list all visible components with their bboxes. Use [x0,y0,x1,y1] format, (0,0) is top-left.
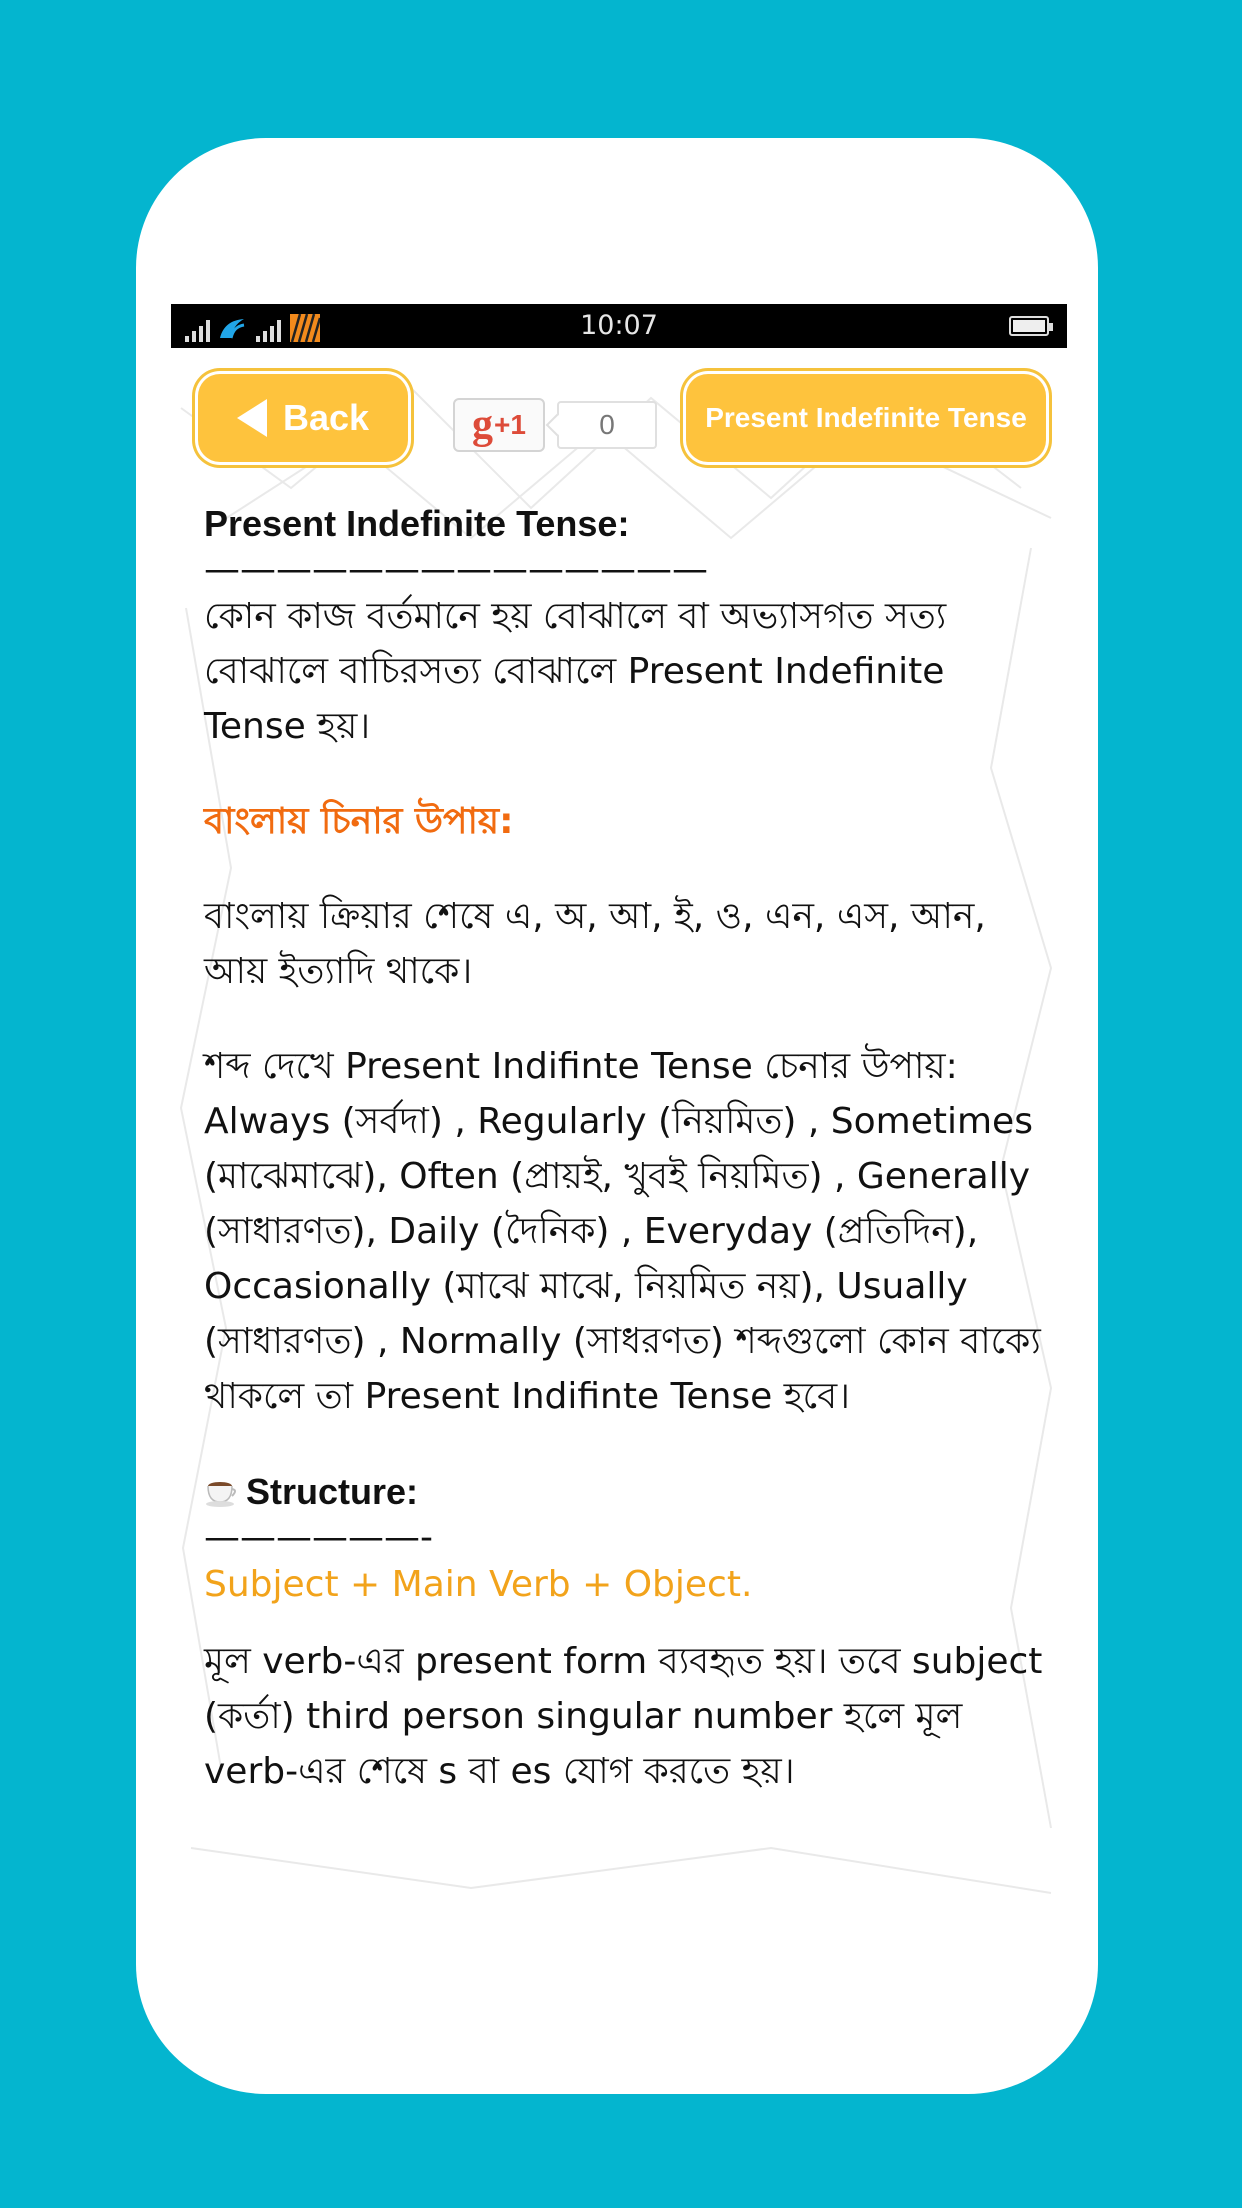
structure-heading: Structure: [204,1464,1044,1519]
structure-underline: ——————- [204,1517,433,1558]
heading-underline: —————————————— [204,549,708,590]
coffee-cup-icon [204,1474,238,1508]
back-button-label: Back [282,397,370,438]
bangla-identification-text: বাংলায় ক্রিয়ার শেষে এ, অ, আ, ই, ও, এন, এস, আন, আয় ইত্যাদি থাকে। [204,896,986,992]
battery-icon [1009,316,1049,336]
status-time: 10:07 [580,310,658,341]
definition-text: কোন কাজ বর্তমানে হয় বোঝালে বা অভ্যাসগত সত্য বোঝালে বাচিরসত্য বোঝালে Present Indefinite Tense হয়। [204,596,947,747]
lesson-heading: Present Indefinite Tense: [204,503,630,544]
bangla-section-heading: বাংলায় চিনার উপায়: [204,801,514,842]
structure-formula: Subject + Main Verb + Object. [204,1564,753,1605]
back-button[interactable] [198,374,408,462]
word-identification-text: শব্দ দেখে Present Indifinte Tense চেনার উপায়: Always (সর্বদা) , Regularly (নিয়মিত) , Sometimes (মাঝেমাঝে), Often (প্রায়ই, খুবই নিয়মিত) , Generally (সাধারণত), Daily (দৈনিক) , Everyday (প্রতিদিন), Occasionally (মাঝে মাঝে, নিয়মিত নয়), Usually (সাধারণত) , Normally (সাধরণত) শব্দগুলো কোন বাক্যে থাকলে তা Present Indifinte Tense হবে। [204,1046,1041,1417]
google-plus-one-button[interactable] [453,398,545,452]
verb-note-text: মূল verb-এর present form ব্যবহৃত হয়। তবে subject (কর্তা) third person singular number হলে মূল verb-এর শেষে s বা es যোগ করতে হয়। [204,1641,1043,1792]
present-indefinite-tense-button[interactable]: Present Indefinite Tense [686,374,1046,462]
plus-one-count: 0 [557,401,657,449]
google-plus-one-label: +1 [494,409,526,440]
status-bar [171,304,1067,348]
back-arrow-icon [237,399,267,437]
lesson-content [204,496,1044,1799]
app-screen [171,304,1067,1904]
google-plus-g: g [472,402,494,448]
